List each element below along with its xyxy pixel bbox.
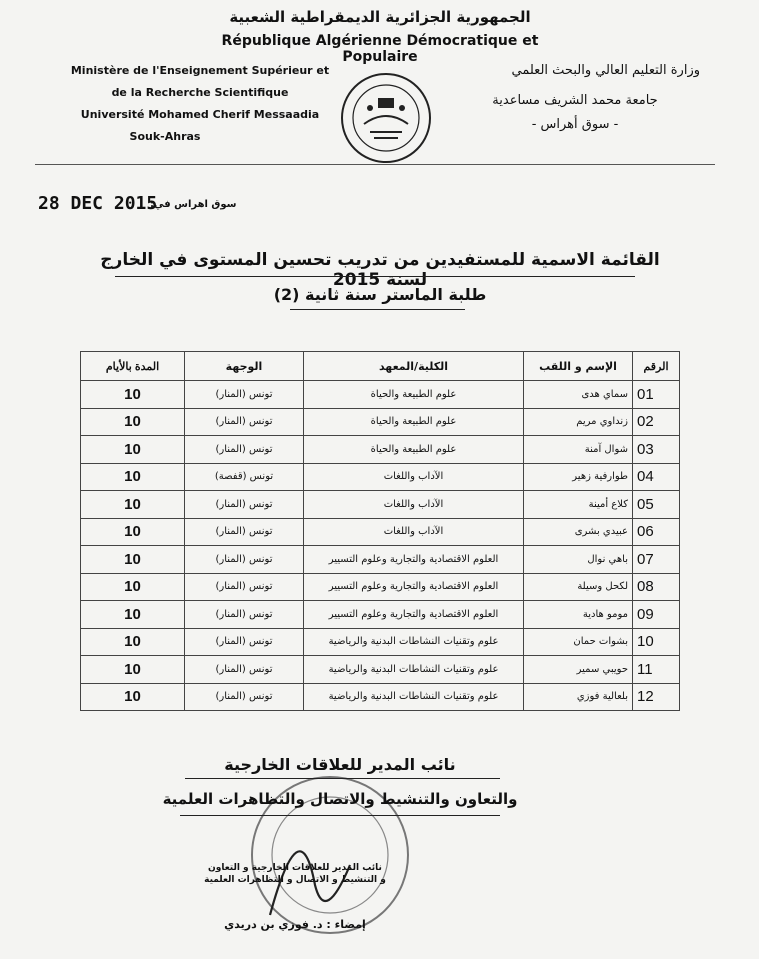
university-logo bbox=[340, 72, 432, 164]
row-faculty: العلوم الاقتصادية والتجارية وعلوم التسيير bbox=[304, 573, 524, 601]
row-num: 09 bbox=[633, 601, 680, 629]
row-destination: تونس (المنار) bbox=[185, 436, 304, 464]
header-num: الرقم bbox=[633, 352, 680, 381]
row-num: 02 bbox=[633, 408, 680, 436]
row-name: مومو هادية bbox=[524, 601, 633, 629]
header-faculty: الكلية/المعهد bbox=[304, 352, 524, 381]
row-destination: تونس (المنار) bbox=[185, 656, 304, 684]
row-destination: تونس (المنار) bbox=[185, 683, 304, 711]
row-num: 10 bbox=[633, 628, 680, 656]
row-duration: 10 bbox=[81, 573, 185, 601]
row-destination: تونس (المنار) bbox=[185, 408, 304, 436]
stamp-text-line2: و التنشيط و الاتصال و التظاهرات العلمية bbox=[204, 875, 386, 885]
table-row bbox=[81, 463, 680, 491]
beneficiaries-table bbox=[80, 351, 680, 711]
row-name: كلاع أمينة bbox=[524, 491, 633, 519]
table-row bbox=[81, 436, 680, 464]
row-duration: 10 bbox=[81, 656, 185, 684]
signature-underline-2 bbox=[180, 815, 500, 816]
signature-title-line2: والتعاون والتنشيط والاتصال والتظاهرات العلمية bbox=[162, 790, 518, 808]
row-num: 01 bbox=[633, 381, 680, 409]
ministry-ar: وزارة التعليم العالي والبحث العلمي bbox=[511, 63, 700, 78]
table-row bbox=[81, 573, 680, 601]
row-duration: 10 bbox=[81, 491, 185, 519]
row-faculty: علوم وتقنيات النشاطات البدنية والرياضية bbox=[304, 656, 524, 684]
row-num: 12 bbox=[633, 683, 680, 711]
date-label: سوق اهراس في: bbox=[150, 199, 237, 210]
republic-title-ar: الجمهورية الجزائرية الديمقراطية الشعبية bbox=[229, 8, 531, 26]
row-destination: تونس (المنار) bbox=[185, 573, 304, 601]
row-num: 11 bbox=[633, 656, 680, 684]
header-duration: المدة بالأيام bbox=[81, 352, 185, 381]
row-num: 05 bbox=[633, 491, 680, 519]
document-subtitle: طلبة الماستر سنة ثانية (2) bbox=[273, 285, 487, 304]
row-faculty: العلوم الاقتصادية والتجارية وعلوم التسيير bbox=[304, 601, 524, 629]
row-destination: تونس (قفصة) bbox=[185, 463, 304, 491]
row-name: سماي هدى bbox=[524, 381, 633, 409]
header-destination: الوجهة bbox=[185, 352, 304, 381]
row-num: 06 bbox=[633, 518, 680, 546]
row-duration: 10 bbox=[81, 436, 185, 464]
row-num: 08 bbox=[633, 573, 680, 601]
stamp-text bbox=[170, 862, 420, 886]
row-faculty: العلوم الاقتصادية والتجارية وعلوم التسيير bbox=[304, 546, 524, 574]
row-duration: 10 bbox=[81, 408, 185, 436]
row-faculty: الآداب واللغات bbox=[304, 491, 524, 519]
row-duration: 10 bbox=[81, 683, 185, 711]
row-name: بلعالية فوزي bbox=[524, 683, 633, 711]
stamp-text-line1: نائب المدير للعلاقات الخارجية و التعاون bbox=[208, 863, 382, 873]
university-fr: Université Mohamed Cherif Messaadia bbox=[80, 108, 320, 121]
row-name: بشوات حمان bbox=[524, 628, 633, 656]
row-faculty: الآداب واللغات bbox=[304, 463, 524, 491]
row-faculty: الآداب واللغات bbox=[304, 518, 524, 546]
republic-title-fr: République Algérienne Démocratique et Populaire bbox=[221, 33, 539, 65]
row-duration: 10 bbox=[81, 381, 185, 409]
city-ar: - سوق أهراس - bbox=[531, 117, 619, 132]
row-destination: تونس (المنار) bbox=[185, 381, 304, 409]
row-duration: 10 bbox=[81, 546, 185, 574]
subtitle-underline bbox=[290, 309, 465, 310]
table-row bbox=[81, 491, 680, 519]
table-row bbox=[81, 381, 680, 409]
table-row bbox=[81, 683, 680, 711]
title-underline bbox=[115, 276, 635, 277]
row-num: 07 bbox=[633, 546, 680, 574]
row-faculty: علوم الطبيعة والحياة bbox=[304, 381, 524, 409]
row-name: شوال آمنة bbox=[524, 436, 633, 464]
row-duration: 10 bbox=[81, 463, 185, 491]
row-name: طوارفية زهير bbox=[524, 463, 633, 491]
table-header-row bbox=[81, 352, 680, 381]
row-duration: 10 bbox=[81, 518, 185, 546]
date-stamp: 28 DEC 2015 bbox=[38, 193, 158, 214]
row-num: 03 bbox=[633, 436, 680, 464]
row-faculty: علوم الطبيعة والحياة bbox=[304, 436, 524, 464]
row-name: حويبي سمير bbox=[524, 656, 633, 684]
row-destination: تونس (المنار) bbox=[185, 518, 304, 546]
university-ar: جامعة محمد الشريف مساعدية bbox=[492, 93, 658, 108]
ministry-fr-line1: Ministère de l'Enseignement Supérieur et bbox=[70, 64, 330, 77]
row-name: زنداوي مريم bbox=[524, 408, 633, 436]
table-row bbox=[81, 656, 680, 684]
row-faculty: علوم الطبيعة والحياة bbox=[304, 408, 524, 436]
header-divider bbox=[35, 164, 715, 165]
row-destination: تونس (المنار) bbox=[185, 546, 304, 574]
row-name: لكحل وسيلة bbox=[524, 573, 633, 601]
signature-underline-1 bbox=[185, 778, 500, 779]
row-name: باهي نوال bbox=[524, 546, 633, 574]
table-row bbox=[81, 628, 680, 656]
table-row bbox=[81, 601, 680, 629]
ministry-fr-line2: de la Recherche Scientifique bbox=[111, 86, 289, 99]
header-name: الإسم و اللقب bbox=[524, 352, 633, 381]
row-duration: 10 bbox=[81, 628, 185, 656]
table-row bbox=[81, 546, 680, 574]
city-fr: Souk-Ahras bbox=[129, 130, 201, 143]
table-row bbox=[81, 408, 680, 436]
row-destination: تونس (المنار) bbox=[185, 628, 304, 656]
row-destination: تونس (المنار) bbox=[185, 601, 304, 629]
signer-name: إمضاء : د. فوزي بن دريدي bbox=[224, 918, 366, 931]
row-faculty: علوم وتقنيات النشاطات البدنية والرياضية bbox=[304, 628, 524, 656]
row-faculty: علوم وتقنيات النشاطات البدنية والرياضية bbox=[304, 683, 524, 711]
row-destination: تونس (المنار) bbox=[185, 491, 304, 519]
row-duration: 10 bbox=[81, 601, 185, 629]
row-num: 04 bbox=[633, 463, 680, 491]
table-row bbox=[81, 518, 680, 546]
signature-title-line1: نائب المدير للعلاقات الخارجية bbox=[224, 755, 456, 774]
document-title: القائمة الاسمية للمستفيدين من تدريب تحسين المستوى في الخارج لسنة 2015 bbox=[100, 250, 660, 290]
row-name: عبيدي بشرى bbox=[524, 518, 633, 546]
